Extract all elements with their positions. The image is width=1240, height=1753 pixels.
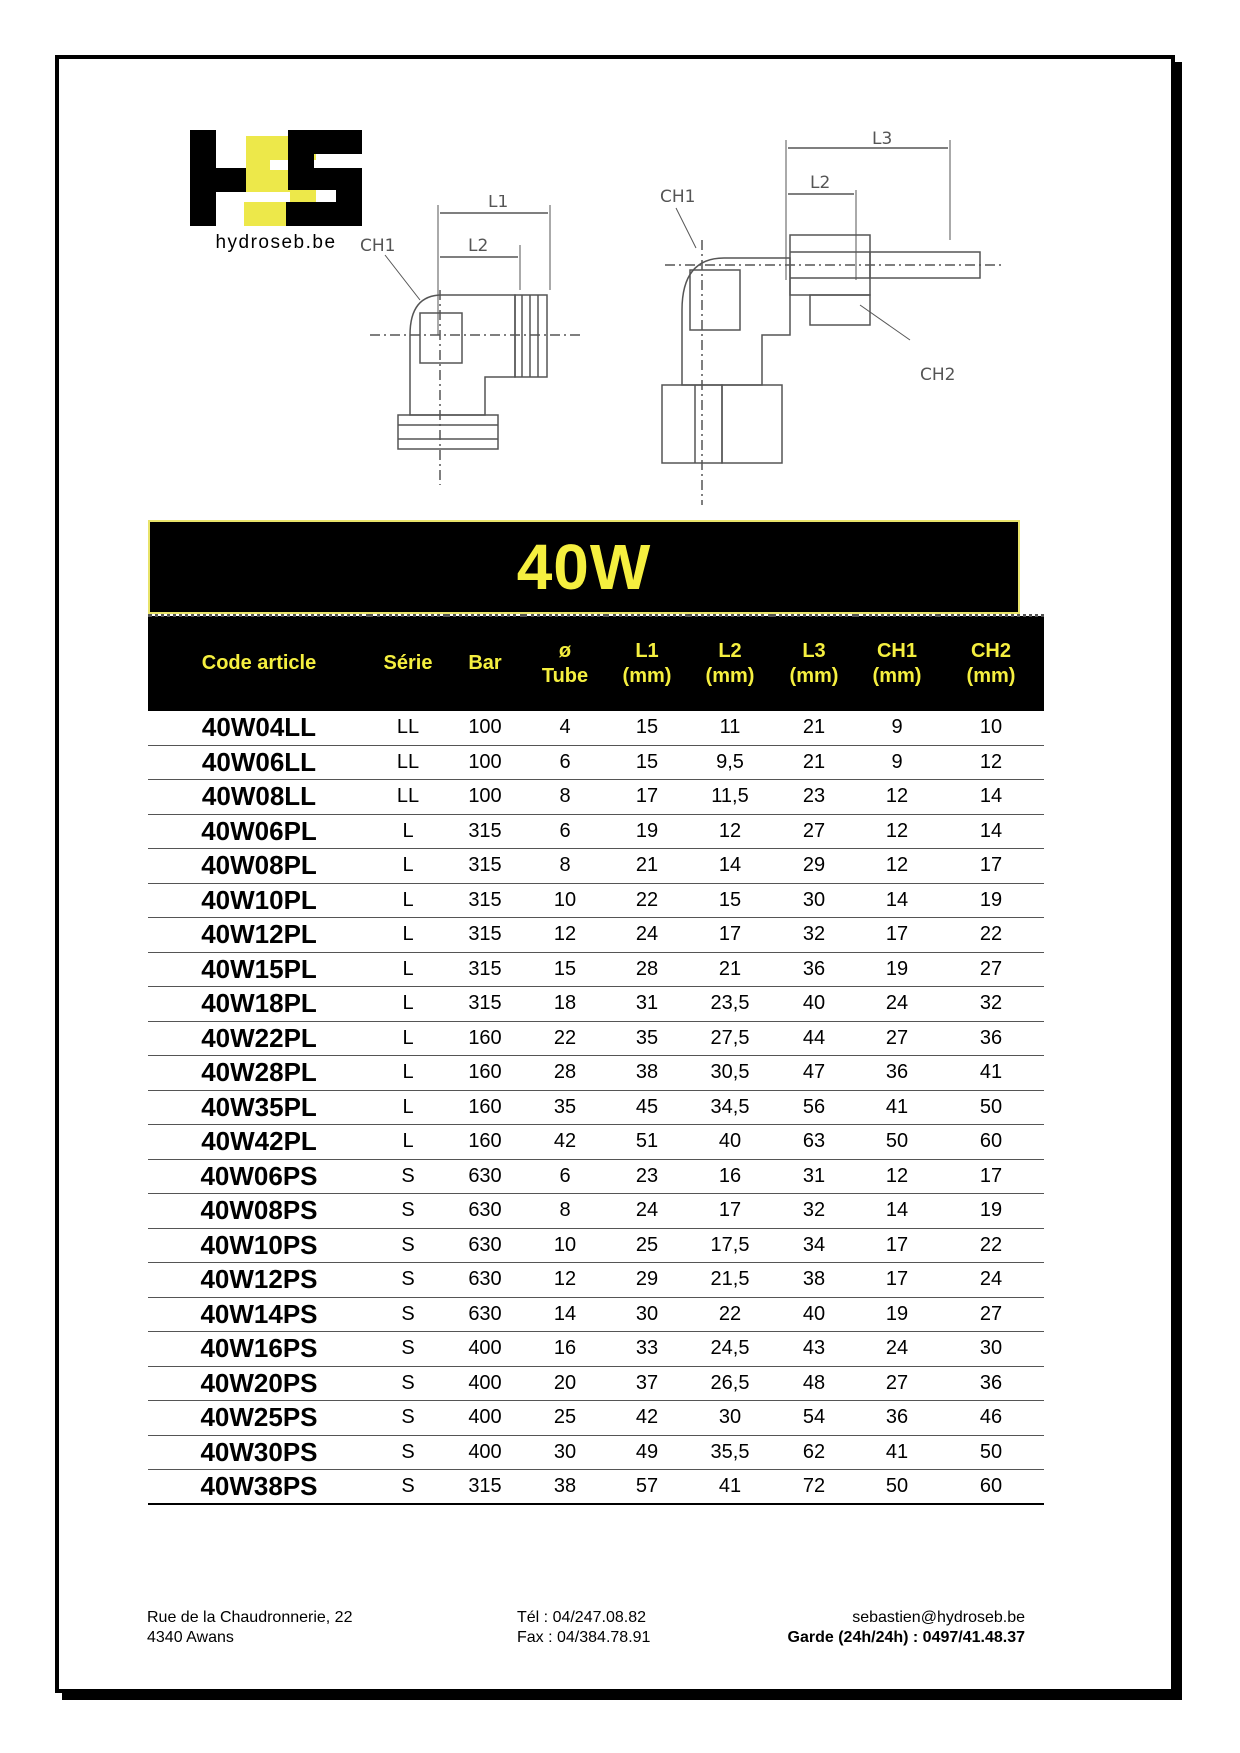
table-cell: S [370,1159,446,1194]
table-row [148,1401,1044,1436]
table-cell: 315 [446,814,524,849]
table-cell: 400 [446,1401,524,1436]
label-l2: L2 [468,236,489,256]
table-cell: 43 [772,1332,856,1367]
table-cell: 15 [688,883,772,918]
table-cell: 17 [938,849,1044,884]
article-code-cell: 40W06LL [148,745,370,780]
table-cell: 11 [688,711,772,746]
table-cell: 50 [938,1090,1044,1125]
table-cell: 14 [938,814,1044,849]
table-cell: 62 [772,1435,856,1470]
header-text: (mm) [705,664,755,687]
header-col-8 [938,616,1044,711]
table-cell: 32 [772,918,856,953]
article-code-cell: 40W12PL [148,918,370,953]
header-text: ø [558,639,572,662]
table-cell: 14 [856,1194,938,1229]
header-text: Bar [468,652,502,675]
table-cell: 100 [446,711,524,746]
hs-logo-mark [188,128,364,232]
table-cell: 24 [606,1194,688,1229]
table-cell: L [370,1056,446,1091]
table-cell: 630 [446,1263,524,1298]
table-cell: S [370,1401,446,1436]
table-cell: 17 [606,780,688,815]
table-row [148,1194,1044,1229]
table-cell: 46 [938,1401,1044,1436]
header-text: CH2 [970,639,1011,662]
table-cell: L [370,883,446,918]
table-cell: 6 [524,814,606,849]
table-cell: 30 [606,1297,688,1332]
table-cell: S [370,1332,446,1367]
table-cell: 60 [938,1125,1044,1160]
table-cell: 100 [446,780,524,815]
table-cell: 21 [688,952,772,987]
table-cell: 400 [446,1366,524,1401]
header-text: Code article [201,652,317,675]
header-text: (mm) [622,664,672,687]
table-row [148,1435,1044,1470]
table-cell: 50 [938,1435,1044,1470]
table-cell: S [370,1366,446,1401]
address-line-2: 4340 Awans [147,1629,234,1646]
label-l2-right: L2 [810,173,831,193]
table-cell: 50 [856,1125,938,1160]
table-cell: 17 [856,918,938,953]
table-cell: 32 [938,987,1044,1022]
table-cell: S [370,1194,446,1229]
table-cell: 51 [606,1125,688,1160]
table-cell: 10 [524,883,606,918]
header-text: L1 [635,639,659,662]
table-header-row [148,616,1044,711]
table-row [148,1332,1044,1367]
article-code-cell: 40W20PS [148,1366,370,1401]
table-cell: 100 [446,745,524,780]
header-col-4 [606,616,688,711]
table-cell: 54 [772,1401,856,1436]
table-row [148,780,1044,815]
table-cell: 15 [606,745,688,780]
table-row [148,883,1044,918]
article-code-cell: 40W06PL [148,814,370,849]
header-text: Tube [541,664,589,687]
label-l1: L1 [488,195,509,212]
table-cell: L [370,918,446,953]
table-row [148,1297,1044,1332]
table-cell: 23 [606,1159,688,1194]
table-cell: 49 [606,1435,688,1470]
table-cell: 40 [772,987,856,1022]
table-cell: 30 [938,1332,1044,1367]
table-cell: 12 [688,814,772,849]
table-cell: 630 [446,1297,524,1332]
table-row [148,1125,1044,1160]
table-cell: 41 [938,1056,1044,1091]
table-cell: 14 [688,849,772,884]
table-cell: 33 [606,1332,688,1367]
table-cell: 160 [446,1056,524,1091]
table-cell: 10 [524,1228,606,1263]
table-cell: 17 [856,1228,938,1263]
label-ch2: CH2 [920,365,956,385]
table-cell: 35 [606,1021,688,1056]
table-cell: 160 [446,1125,524,1160]
table-cell: 26,5 [688,1366,772,1401]
footer-contact [788,1608,1025,1648]
table-cell: 12 [856,1159,938,1194]
table-cell: 28 [524,1056,606,1091]
table-cell: 24 [856,987,938,1022]
footer-phone [517,1608,650,1648]
article-code-cell: 40W28PL [148,1056,370,1091]
table-cell: 19 [938,1194,1044,1229]
table-cell: 45 [606,1090,688,1125]
product-title: 40W [516,531,652,603]
email-link[interactable]: sebastien@hydroseb.be [852,1609,1025,1626]
product-title-bar [148,520,1020,614]
table-cell: 6 [524,1159,606,1194]
table-row [148,1056,1044,1091]
logo-site-text: hydroseb.be [215,232,337,253]
table-cell: 29 [606,1263,688,1298]
table-cell: L [370,952,446,987]
header-text: Série [383,652,433,675]
table-cell: 21 [772,745,856,780]
table-cell: LL [370,780,446,815]
table-cell: 31 [772,1159,856,1194]
table-cell: 24,5 [688,1332,772,1367]
table-cell: 22 [524,1021,606,1056]
table-cell: 630 [446,1228,524,1263]
article-code-cell: 40W25PS [148,1401,370,1436]
table-cell: 19 [856,1297,938,1332]
table-cell: 14 [938,780,1044,815]
table-cell: 41 [856,1090,938,1125]
table-cell: 38 [772,1263,856,1298]
table-row [148,1470,1044,1505]
table-row [148,1090,1044,1125]
table-cell: 22 [688,1297,772,1332]
table-cell: 9 [856,745,938,780]
table-cell: 160 [446,1090,524,1125]
table-cell: S [370,1435,446,1470]
table-cell: LL [370,711,446,746]
table-cell: 16 [524,1332,606,1367]
article-code-cell: 40W22PL [148,1021,370,1056]
table-cell: 8 [524,1194,606,1229]
table-row [148,1021,1044,1056]
footer-address [147,1608,352,1648]
table-cell: 42 [606,1401,688,1436]
article-code-cell: 40W35PL [148,1090,370,1125]
table-cell: 31 [606,987,688,1022]
table-cell: 630 [446,1194,524,1229]
table-cell: 50 [856,1470,938,1505]
table-cell: L [370,849,446,884]
table-cell: 12 [524,1263,606,1298]
header-text: (mm) [872,664,922,687]
table-cell: 19 [938,883,1044,918]
header-col-5 [688,616,772,711]
table-row [148,745,1044,780]
table-cell: L [370,1090,446,1125]
table-cell: 12 [856,814,938,849]
table-cell: 315 [446,849,524,884]
table-cell: 9,5 [688,745,772,780]
table-cell: 21 [606,849,688,884]
table-cell: 34,5 [688,1090,772,1125]
table-cell: 15 [524,952,606,987]
table-cell: 4 [524,711,606,746]
table-cell: 27 [938,1297,1044,1332]
table-row [148,918,1044,953]
article-code-cell: 40W10PL [148,883,370,918]
table-cell: 72 [772,1470,856,1505]
table-cell: 23,5 [688,987,772,1022]
table-cell: 24 [856,1332,938,1367]
table-cell: 36 [856,1056,938,1091]
table-cell: 16 [688,1159,772,1194]
article-code-cell: 40W14PS [148,1297,370,1332]
article-code-cell: 40W08LL [148,780,370,815]
table-cell: 38 [606,1056,688,1091]
table-cell: 36 [856,1401,938,1436]
table-cell: 23 [772,780,856,815]
header-text: L2 [718,639,742,662]
table-cell: 27,5 [688,1021,772,1056]
address-line-1: Rue de la Chaudronnerie, 22 [147,1609,353,1626]
label-ch1-right: CH1 [660,187,696,207]
header-text: CH1 [876,639,917,662]
table-cell: 14 [524,1297,606,1332]
table-cell: 400 [446,1332,524,1367]
article-code-cell: 40W08PS [148,1194,370,1229]
table-cell: 22 [938,1228,1044,1263]
table-cell: 18 [524,987,606,1022]
table-cell: 17 [688,918,772,953]
table-row [148,849,1044,884]
table-cell: 10 [938,711,1044,746]
table-body [148,711,1044,1505]
table-row [148,711,1044,746]
header-col-1 [370,616,446,711]
table-row [148,987,1044,1022]
table-cell: S [370,1263,446,1298]
table-cell: LL [370,745,446,780]
article-code-cell: 40W42PL [148,1125,370,1160]
table-cell: S [370,1470,446,1505]
table-cell: 30 [688,1401,772,1436]
elbow-drawing-left [350,195,640,505]
table-cell: 15 [606,711,688,746]
table-cell: 60 [938,1470,1044,1505]
fax-number: Fax : 04/384.78.91 [517,1629,651,1646]
table-cell: 32 [772,1194,856,1229]
table-row [148,1366,1044,1401]
table-cell: 12 [524,918,606,953]
table-cell: 22 [606,883,688,918]
table-cell: 20 [524,1366,606,1401]
article-code-cell: 40W16PS [148,1332,370,1367]
table-cell: 47 [772,1056,856,1091]
table-cell: 19 [856,952,938,987]
header-col-7 [856,616,938,711]
table-cell: 400 [446,1435,524,1470]
table-cell: 21,5 [688,1263,772,1298]
hydroseb-logo [188,128,364,256]
header-text: L3 [802,639,826,662]
table-cell: 315 [446,1470,524,1505]
emergency-line: Garde (24h/24h) : 0497/41.48.37 [787,1629,1025,1646]
table-cell: 36 [772,952,856,987]
table-cell: 38 [524,1470,606,1505]
table-cell: 17 [856,1263,938,1298]
table-cell: 27 [856,1021,938,1056]
label-ch1: CH1 [360,236,396,256]
header-col-0 [148,616,370,711]
table-cell: 35,5 [688,1435,772,1470]
table-cell: 56 [772,1090,856,1125]
table-row [148,1263,1044,1298]
header-col-2 [446,616,524,711]
header-text: (mm) [789,664,839,687]
table-cell: 27 [938,952,1044,987]
article-code-cell: 40W15PL [148,952,370,987]
table-cell: 48 [772,1366,856,1401]
elbow-drawing-right [660,130,1020,515]
table-cell: 30 [524,1435,606,1470]
table-cell: 6 [524,745,606,780]
table-cell: 57 [606,1470,688,1505]
header-col-3 [524,616,606,711]
table-cell: 30,5 [688,1056,772,1091]
table-cell: S [370,1228,446,1263]
header-col-6 [772,616,856,711]
table-cell: 40 [688,1125,772,1160]
table-cell: 35 [524,1090,606,1125]
table-cell: 63 [772,1125,856,1160]
table-cell: 30 [772,883,856,918]
table-cell: 42 [524,1125,606,1160]
table-row [148,952,1044,987]
table-cell: 19 [606,814,688,849]
table-cell: 22 [938,918,1044,953]
table-cell: 12 [938,745,1044,780]
article-code-cell: 40W10PS [148,1228,370,1263]
table-cell: L [370,814,446,849]
table-cell: 24 [606,918,688,953]
table-cell: 14 [856,883,938,918]
table-cell: 21 [772,711,856,746]
table-cell: 24 [938,1263,1044,1298]
table-cell: 315 [446,883,524,918]
table-cell: 630 [446,1159,524,1194]
table-cell: 11,5 [688,780,772,815]
table-cell: 27 [856,1366,938,1401]
table-cell: 41 [688,1470,772,1505]
table-cell: 315 [446,952,524,987]
table-cell: 41 [856,1435,938,1470]
table-cell: 40 [772,1297,856,1332]
table-cell: 27 [772,814,856,849]
table-cell: 9 [856,711,938,746]
table-cell: 8 [524,849,606,884]
table-cell: 37 [606,1366,688,1401]
phone-number: Tél : 04/247.08.82 [517,1609,646,1626]
table-cell: 8 [524,780,606,815]
table-cell: 315 [446,918,524,953]
article-code-cell: 40W18PL [148,987,370,1022]
table-cell: 34 [772,1228,856,1263]
article-code-cell: 40W12PS [148,1263,370,1298]
table-cell: 160 [446,1021,524,1056]
article-code-cell: 40W38PS [148,1470,370,1505]
spec-table [148,614,1044,1505]
table-cell: 12 [856,780,938,815]
article-code-cell: 40W08PL [148,849,370,884]
label-l3: L3 [872,130,893,149]
table-row [148,1228,1044,1263]
table-cell: L [370,1021,446,1056]
table-row [148,1159,1044,1194]
table-cell: 25 [606,1228,688,1263]
table-cell: S [370,1297,446,1332]
table-cell: L [370,987,446,1022]
table-cell: 44 [772,1021,856,1056]
table-cell: 315 [446,987,524,1022]
article-code-cell: 40W30PS [148,1435,370,1470]
article-code-cell: 40W06PS [148,1159,370,1194]
table-cell: L [370,1125,446,1160]
table-cell: 25 [524,1401,606,1436]
table-cell: 28 [606,952,688,987]
table-cell: 17,5 [688,1228,772,1263]
table-cell: 36 [938,1021,1044,1056]
article-code-cell: 40W04LL [148,711,370,746]
table-cell: 17 [688,1194,772,1229]
table-cell: 29 [772,849,856,884]
table-cell: 12 [856,849,938,884]
table-cell: 17 [938,1159,1044,1194]
table-row [148,814,1044,849]
table-cell: 36 [938,1366,1044,1401]
header-text: (mm) [966,664,1016,687]
